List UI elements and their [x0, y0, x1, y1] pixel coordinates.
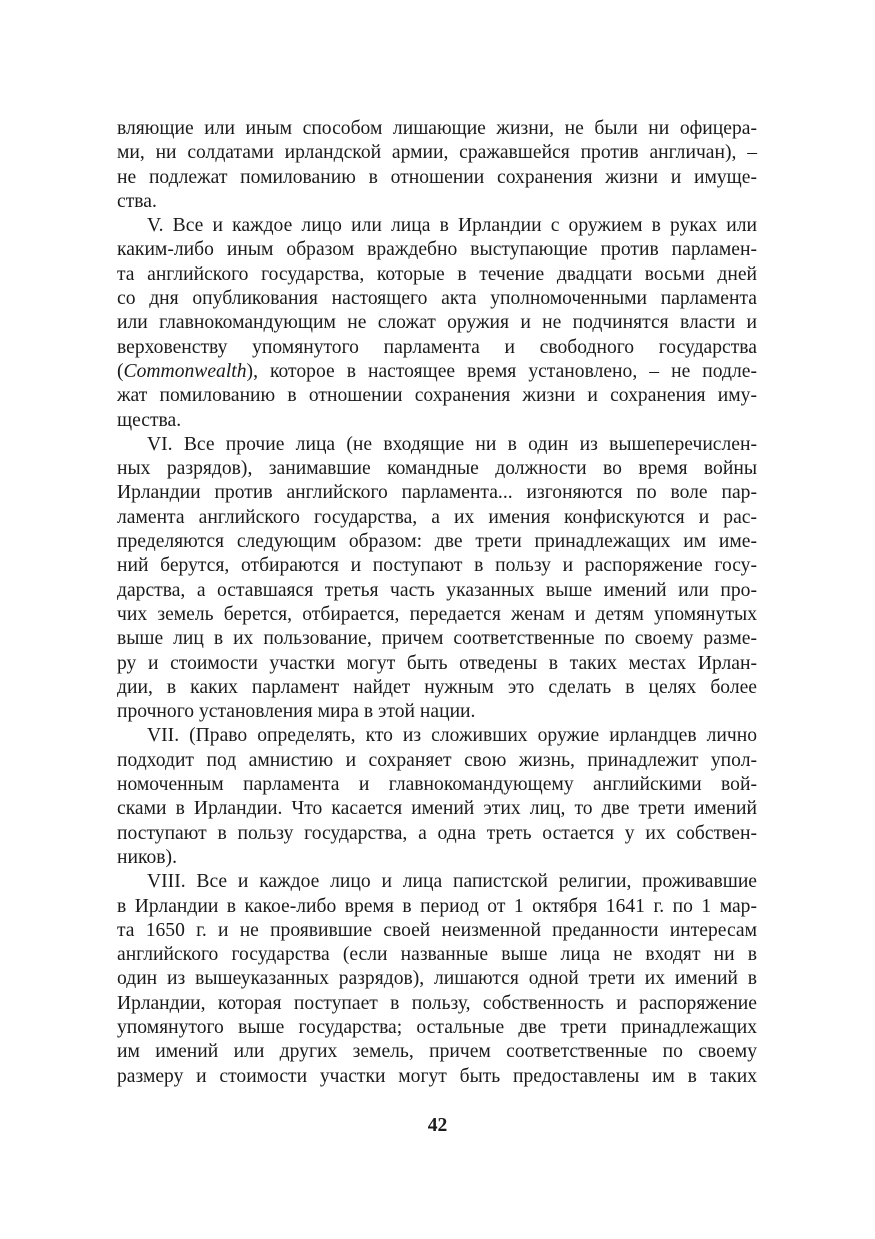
text-line: ников). — [117, 846, 177, 868]
text-line: им имений или других земель, причем соответственные по своему — [117, 1041, 757, 1063]
text-line: в Ирландии в какое-либо время в период от 1 октября 1641 г. по 1 мар- — [117, 895, 757, 917]
text-line: дии, в каких парламент найдет нужным это сделать в целях более — [117, 676, 757, 698]
text-line: со дня опубликования настоящего акта уполномоченными парламента — [117, 288, 757, 310]
text-line: Ирландии, которая поступает в пользу, собственность и распоряжение — [117, 992, 757, 1014]
text-line: ных разрядов), занимавшие командные должности во время войны — [117, 458, 757, 480]
text-line: вляющие или иным способом лишающие жизни, не были ни офицера- — [117, 118, 757, 139]
text-line: или главнокомандующим не сложат оружия и не подчинятся власти и — [117, 312, 757, 334]
text-line: чих земель берется, отбирается, передается женам и детям упомянутых — [117, 603, 757, 625]
text-line: дарства, а оставшаяся третья часть указанных выше имений или про- — [117, 579, 757, 601]
text-line: сками в Ирландии. Что касается имений этих лиц, то две трети имений — [117, 798, 757, 820]
text-line: (Commonwealth), которое в настоящее время установлено, – не подле- — [117, 360, 757, 382]
text-line: упомянутого выше государства; остальные две трети принадлежащих — [117, 1016, 757, 1038]
text-line: каким-либо иным образом враждебно выступающие против парламен- — [117, 239, 757, 261]
text-line: ламента английского государства, а их имения конфискуются и рас- — [117, 506, 757, 528]
body-text — [117, 117, 757, 1089]
text-line: поступают в пользу государства, а одна треть остается у их собствен- — [117, 822, 757, 844]
page-number: 42 — [427, 1115, 448, 1136]
text-line: щества. — [117, 409, 182, 431]
text-line: номоченным парламента и главнокомандующему английскими вой- — [117, 774, 757, 796]
text-line: размеру и стоимости участки могут быть предоставлены им в таких — [117, 1065, 757, 1087]
text-line: прочного установления мира в этой нации. — [117, 701, 476, 723]
italic-term: Commonwealth — [123, 360, 247, 382]
text-line: жат помилованию в отношении сохранения жизни и сохранения иму- — [117, 385, 757, 407]
text-line: та английского государства, которые в течение двадцати восьми дней — [117, 263, 757, 285]
text-line: VII. (Право определять, кто из сложивших оружие ирландцев лично — [147, 725, 757, 747]
text-line: ми, ни солдатами ирландской армии, сражавшейся против англичан), – — [117, 142, 757, 164]
text-line: английского государства (если названные выше лица не входят ни в — [117, 944, 757, 966]
text-line: один из вышеуказанных разрядов), лишаются одной трети их имений в — [117, 968, 757, 990]
text-line: ний берутся, отбираются и поступают в пользу и распоряжение госу- — [117, 555, 757, 577]
text-line: та 1650 г. и не проявившие своей неизменной преданности интересам — [117, 919, 757, 941]
text-line: не подлежат помилованию в отношении сохранения жизни и имуще- — [117, 166, 757, 188]
text-line: ру и стоимости участки могут быть отведены в таких местах Ирлан- — [117, 652, 757, 674]
text-line: V. Все и каждое лицо или лица в Ирландии с оружием в руках или — [147, 215, 757, 237]
text-line: VIII. Все и каждое лицо и лица папистской религии, проживавшие — [147, 871, 757, 893]
text-line: верховенству упомянутого парламента и свободного государства — [117, 336, 757, 358]
text-line: выше лиц в их пользование, причем соответственные по своему разме- — [117, 628, 757, 650]
text-line: ства. — [117, 190, 157, 212]
text-line: подходит под амнистию и сохраняет свою жизнь, принадлежит упол- — [117, 749, 757, 771]
text-line: пределяются следующим образом: две трети принадлежащих им име- — [117, 531, 757, 553]
text-line: VI. Все прочие лица (не входящие ни в один из вышеперечислен- — [147, 433, 757, 455]
text-line: Ирландии против английского парламента... изгоняются по воле пар- — [117, 482, 757, 504]
